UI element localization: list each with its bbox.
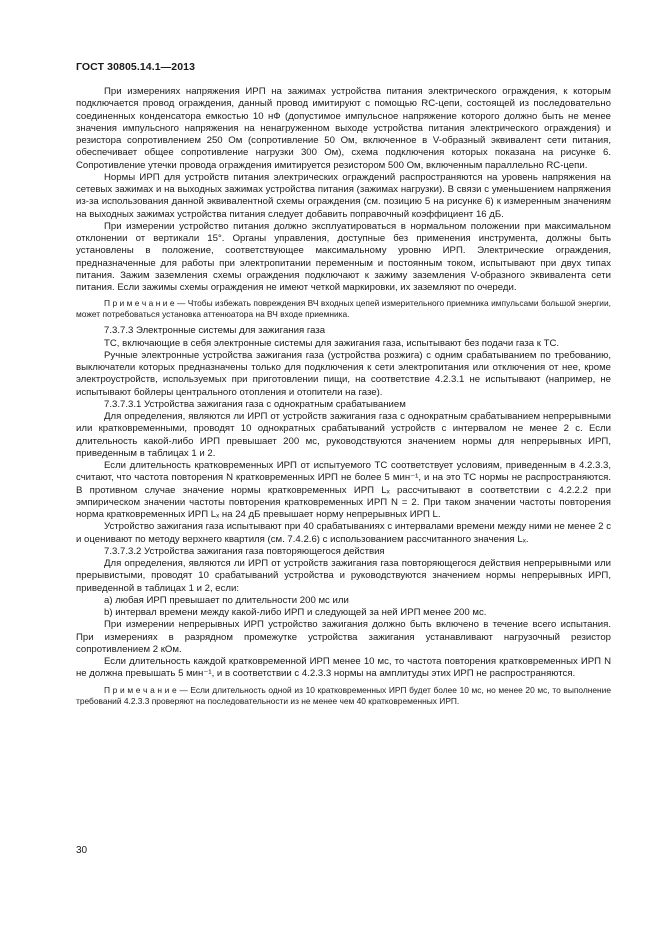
list-item-a: a) любая ИРП превышает по длительности 200 мс или <box>104 594 349 606</box>
page-number: 30 <box>76 845 88 856</box>
para-operating-position: При измерении устройство питания должно эксплуатироваться в нормальном положении при максимальном отклонении от вертикали 15°. Органы управления, доступные без применения инструмента, должны быть установлены в положение, соответствующее максимальному уровню ИРП. Электрические ограждения, предназначенные для работы при электропитании переменным и постоянным током, испытывают при двух типах питания. Зажим заземления схемы ограждения подключают к зажиму заземления V-образного эквивалента сети питания. Если зажимы схемы ограждения не имеют четкой маркировки, их заземляют по очереди. <box>76 220 611 293</box>
para-short-duration: Если длительность кратковременных ИРП от испытуемого ТС соответствует условиям, приведенным в 4.2.3.3, считают, что частота повторения N кратковременных ИРП не более 5 мин⁻¹, и на это ТС нормы не распространяются. В противном случае значение нормы кратковременных ИРП Lₓ рассчитывают в соответствии с 4.2.2.2 при эмпирическом значении частоты повторения кратковременных ИРП N = 2. При таком значении частоты повторения норма кратковременных ИРП Lₓ на 24 дБ превышает норму непрерывных ИРП L. <box>76 460 611 520</box>
para-repeating-determine: Для определения, являются ли ИРП от устройств зажигания газа повторяющегося действия непрерывными или прерывистыми, проводят 10 срабатываний устройства и руководствуются значением нормы непрерывных ИРП, приведенной в таблицах 1 и 2, если: <box>76 558 611 594</box>
document-body <box>76 86 611 712</box>
para-each-short-10ms: Если длительность каждой кратковременной ИРП менее 10 мс, то частота повторения кратковременных ИРП N не должна превышать 5 мин⁻¹, и в соответствии с 4.2.3.3 нормы на амплитуды этих ИРП не распространяются. <box>76 656 611 680</box>
document-header: ГОСТ 30805.14.1—2013 <box>76 61 196 73</box>
para-manual-ignition: Ручные электронные устройства зажигания газа (устройства розжига) с одним срабатыванием по требованию, выключатели которых предназначены только для подключения к сети электропитания или отключения от нее, кроме электроустройств, используемых при приготовлении пищи, на соответствие 4.2.3.1 не испытывают (например, не испытывают бойлеры центрального отопления и отопители на газе). <box>76 349 611 398</box>
para-irp-norms: Нормы ИРП для устройств питания электрических ограждений распространяются на уровень напряжения на сетевых зажимах и на выходных зажимах устройства питания (зажимах нагрузки). В связи с уменьшением напряжения из-за использования данной эквивалентной схемы ограждения (см. позицию 5 на рисунке 6) к измеренным значениям на выходных зажимах устройства питания следует добавить поправочный коэффициент 16 дБ. <box>76 171 611 220</box>
para-40-operations: Устройство зажигания газа испытывают при 40 срабатываниях с интервалами времени между ними не менее 2 с и оценивают по методу верхнего квартиля (см. 7.4.2.6) с использованием рассчитанного значения Lₓ. <box>76 521 611 545</box>
para-gas-ignition-tested: ТС, включающие в себя электронные системы для зажигания газа, испытывают без подачи газа к ТС. <box>104 337 560 349</box>
heading-73731: 7.3.7.3.1 Устройства зажигания газа с однократным срабатыванием <box>104 398 406 410</box>
para-irp-voltage-measurement: При измерениях напряжения ИРП на зажимах устройства питания электрического ограждения, к которым подключается провод ограждения, данный провод имитируют с помощью RC-цепи, состоящей из последовательно соединенных конденсатора емкостью 10 нФ (допустимое импульсное напряжение которого должно быть не менее значения импульсного напряжения на ненагруженном выходе устройства питания электрического ограждения) и резистора сопротивлением 250 Ом (сопротивление 50 Ом, включенное в V-образный эквивалент сети питания, обеспечивает общее сопротивление нагрузки 300 Ом), схема подключения которых показана на рисунке 6. Сопротивление утечки провода ограждения имитируется резистором 500 Ом, включенным параллельно RC-цепи. <box>76 86 611 171</box>
para-single-shot-determine: Для определения, являются ли ИРП от устройств зажигания газа с однократным срабатыванием непрерывными или кратковременными, проводят 10 однократных срабатываний устройств с интервалом не менее 2 с. Если длительность какой-либо ИРП превышает 200 мс, руководствуются значением нормы для непрерывных ИРП, приведенным в таблицах 1 и 2. <box>76 411 611 459</box>
note-40-short: П р и м е ч а н и е — Если длительность одной из 10 кратковременных ИРП будет более 10 мс, но менее 20 мс, то выполнение требований 4.2.3.3 проверяют на последовательности из не менее чем 40 кратковременных ИРП. <box>76 684 611 706</box>
heading-73732: 7.3.7.3.2 Устройства зажигания газа повторяющегося действия <box>104 545 385 557</box>
para-continuous-measurement: При измерении непрерывных ИРП устройство зажигания должно быть включено в течение всего испытания. При измерениях в разрядном промежутке устройства зажигания устанавливают нагрузочный резистор сопротивлением 2 кОм. <box>76 619 611 655</box>
note-attenuator: П р и м е ч а н и е — Чтобы избежать повреждения ВЧ входных цепей измерительного приемника импульсами большой энергии, может потребоваться установка аттенюатора на ВЧ входе приемника. <box>76 298 611 320</box>
heading-7373: 7.3.7.3 Электронные системы для зажигания газа <box>104 325 326 337</box>
list-item-b: b) интервал времени между какой-либо ИРП и следующей за ней ИРП менее 200 мс. <box>104 607 487 618</box>
